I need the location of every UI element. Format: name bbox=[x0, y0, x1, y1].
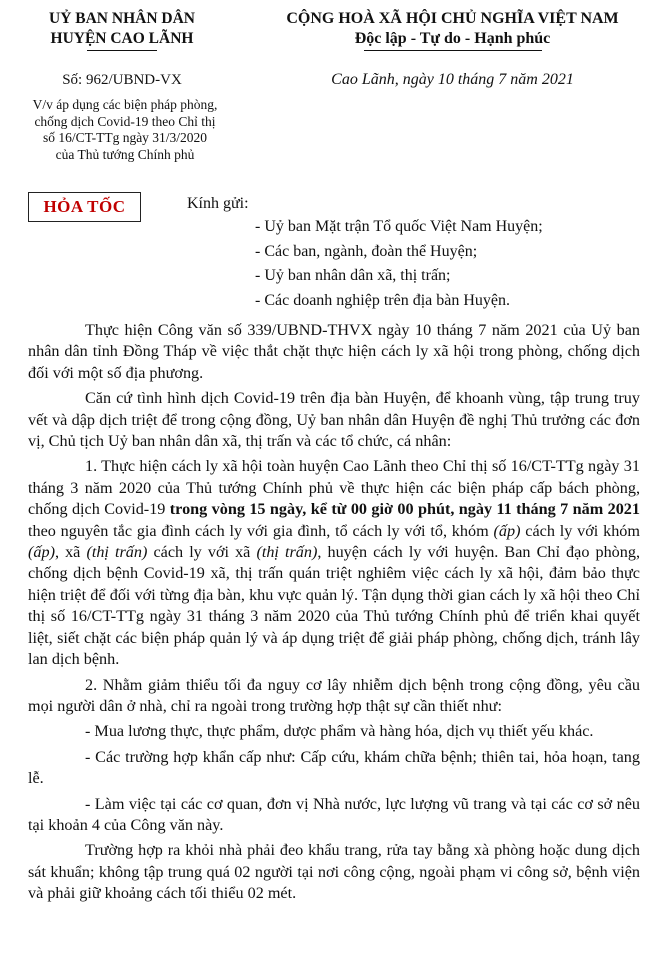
nation-line-2: Độc lập - Tự do - Hạnh phúc bbox=[354, 30, 551, 47]
issuing-authority bbox=[0, 9, 244, 51]
text-run: theo nguyên tắc gia đình cách ly với gia đình, tổ cách ly với tổ, khóm bbox=[28, 521, 494, 540]
text-run: cách ly với xã bbox=[147, 543, 257, 562]
text-run: 1. Thực hiện cách ly xã hội toàn huyện Cao Lãnh theo Chỉ thị số 16/CT-TTg ngày 31 tháng 3 năm 2020 của Thủ tướng Chính phủ về thực hiện các biện pháp cấp bách phòng, chống dịch Covid-19 bbox=[28, 457, 640, 519]
bullet-item: - Làm việc tại các cơ quan, đơn vị Nhà nước, lực lượng vũ trang và tại các cơ sở nêu tại khoản 4 của Công văn này. bbox=[28, 794, 640, 834]
recipient-item: - Uỷ ban Mặt trận Tổ quốc Việt Nam Huyện; bbox=[255, 218, 543, 235]
recipient-item: - Uỷ ban nhân dân xã, thị trấn; bbox=[255, 267, 451, 284]
paragraph-reference: Thực hiện Công văn số 339/UBND-THVX ngày 10 tháng 7 năm 2021 của Uỷ ban nhân dân tỉnh Đồng Tháp về việc thắt chặt thực hiện cách ly xã hội trong phòng, chống dịch đối với một số địa phương. bbox=[28, 321, 640, 382]
text-run: , xã bbox=[54, 543, 87, 562]
subject-line: chống dịch Covid-19 theo Chỉ thị bbox=[34, 113, 216, 129]
text-run: , huyện cách ly với huyện. Ban Chỉ đạo phòng, chống dịch bệnh Covid-19 xã, thị trấn quán triệt nghiêm việc cách ly xã hội, đảm bảo thực hiện triệt để đối với từng địa bàn, khu vực quản lý. Tận dụng thời gian cách ly xã hội theo Chỉ thị số 16/CT-TTg ngày 31 tháng 3 năm 2020 của Thủ tướng Chính phủ để triển khai quyết liệt, siết chặt các biện pháp quản lý và áp dụng triệt để giải pháp phòng, chống dịch, tránh lây lan dịch bệnh. bbox=[28, 543, 641, 669]
org-underline bbox=[87, 50, 157, 51]
italic-run: (ấp) bbox=[493, 521, 521, 540]
recipient-item: - Các doanh nghiệp trên địa bàn Huyện. bbox=[255, 291, 511, 309]
urgency-stamp: HỎA TỐC bbox=[28, 192, 141, 222]
deadline-text: trong vòng 15 ngày, kể từ 00 giờ 00 phút, ngày 11 tháng 7 năm 2021 bbox=[169, 500, 640, 519]
subject-line: số 16/CT-TTg ngày 31/3/2020 bbox=[42, 130, 208, 145]
nation-line-1: CỘNG HOÀ XÃ HỘI CHỦ NGHĨA VIỆT NAM bbox=[286, 10, 619, 27]
recipient-list bbox=[255, 215, 543, 313]
paragraph-basis: Căn cứ tình hình dịch Covid-19 trên địa bàn Huyện, để khoanh vùng, tập trung truy vết và dập dịch triệt để trong cộng đồng, Uỷ ban nhân dân Huyện đề nghị Thủ trưởng các đơn vị, Chủ tịch Uỷ ban nhân dân xã, thị trấn và các tổ chức, cá nhân: bbox=[28, 389, 640, 451]
paragraph-item-2: 2. Nhằm giảm thiểu tối đa nguy cơ lây nhiễm dịch bệnh trong cộng đồng, yêu cầu mọi người dân ở nhà, chỉ ra ngoài trong trường hợp thật sự cần thiết như: bbox=[28, 675, 640, 715]
org-line-2: HUYỆN CAO LÃNH bbox=[50, 30, 194, 47]
national-motto bbox=[255, 9, 650, 51]
document-number: Số: 962/UBND-VX bbox=[62, 72, 182, 88]
recipient-item: - Các ban, ngành, đoàn thể Huyện; bbox=[255, 242, 478, 260]
bullet-item: - Các trường hợp khẩn cấp như: Cấp cứu, khám chữa bệnh; thiên tai, hỏa hoạn, tang lễ. bbox=[28, 747, 640, 788]
subject-summary bbox=[0, 97, 250, 163]
document-body bbox=[28, 320, 640, 909]
org-line-1: UỶ BAN NHÂN DÂN bbox=[49, 10, 195, 27]
bullet-item: - Mua lương thực, thực phẩm, dược phẩm và hàng hóa, dịch vụ thiết yếu khác. bbox=[85, 722, 594, 741]
paragraph-mask-rule: Trường hợp ra khỏi nhà phải đeo khẩu trang, rửa tay bằng xà phòng hoặc dung dịch sát khuẩn; không tập trung quá 02 người tại nơi công cộng, ngoài phạm vi công sở, bệnh viện và phải giữ khoảng cách tối thiểu 02 mét. bbox=[28, 841, 640, 903]
text-run: cách ly với khóm bbox=[520, 521, 640, 540]
motto-underline bbox=[364, 50, 542, 51]
greeting: Kính gửi: bbox=[187, 195, 249, 212]
place-date: Cao Lãnh, ngày 10 tháng 7 năm 2021 bbox=[331, 71, 574, 88]
subject-line: của Thủ tướng Chính phủ bbox=[55, 146, 195, 162]
paragraph-item-1 bbox=[28, 456, 640, 670]
italic-run: (thị trấn) bbox=[256, 543, 318, 562]
italic-run: (thị trấn) bbox=[86, 543, 148, 562]
subject-line: V/v áp dụng các biện pháp phòng, bbox=[32, 97, 218, 112]
italic-run: (ấp) bbox=[28, 543, 55, 562]
